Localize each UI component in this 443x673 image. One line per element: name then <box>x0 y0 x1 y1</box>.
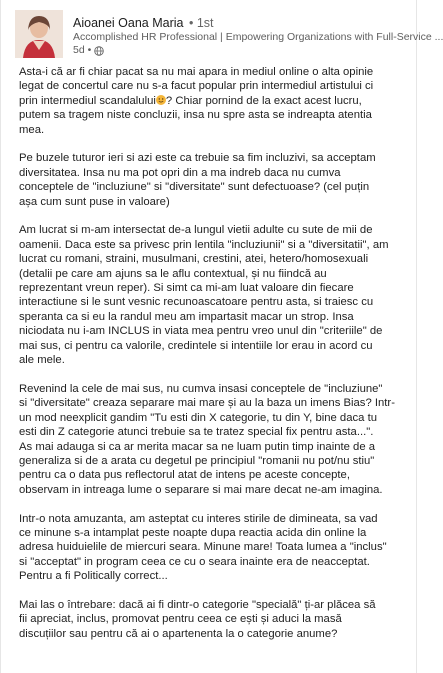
text-segment: ? Chiar pornind de la exact acest lucru, <box>165 94 362 107</box>
paragraph-2 <box>19 151 404 209</box>
text-line: fii apreciat, inclus, promovat pentru ceea ce ești și aduci la masă <box>19 613 342 626</box>
text-segment: prin intermediul scandalului <box>19 94 156 107</box>
text-line: generaliza si de a arata cu degetul pe principiul "romanii nu pot/nu stiu" <box>19 454 375 467</box>
text-line: Mai las o întrebare: dacă ai fi dintr-o categorie "specială" ți-ar plăcea să <box>19 598 376 611</box>
text-line: discuțiilor sau pentru că ai o apartenenta la o categorie anume? <box>19 627 338 640</box>
text-line: legat de concertul care nu s-a facut popular prin intermediul artistului ci <box>19 80 374 93</box>
text-line: așa cum sunt puse in valoare) <box>19 195 170 208</box>
text-line: mea. <box>19 123 45 136</box>
text-line: mai sus, ci pentru ca valorile, credintele si intentiile lor erau in acord cu <box>19 339 373 352</box>
post-body <box>19 65 404 656</box>
author-headline: Accomplished HR Professional | Empowering Organizations with Full-Service ... <box>73 31 443 43</box>
smiling-face-emoji-icon <box>156 95 166 105</box>
post-header <box>15 10 443 62</box>
text-line: As mai adauga si ca ar merita macar sa ne luam putin timp inainte de a <box>19 440 376 453</box>
text-line: Pentru a fi Politically correct... <box>19 570 168 583</box>
profile-photo-icon <box>15 10 63 58</box>
text-line: si "diversitate" creaza separare mai mare și au la baza un imens Bias? Intr- <box>19 397 395 410</box>
text-line: oamenii. Daca este sa privesc prin lentila "incluziunii" si a "diversitatii", am <box>19 238 389 251</box>
author-name-line <box>73 16 403 31</box>
text-line: niciodata nu i-am INCLUS in viata mea pentru vreo unul din "criteriile" de <box>19 325 383 338</box>
text-line: Revenind la cele de mai sus, nu cumva insasi conceptele de "incluziune" <box>19 382 383 395</box>
text-line: diversitatea. Insa nu ma pot opri din a ma indreb daca nu cumva <box>19 166 341 179</box>
connection-degree: • 1st <box>188 16 214 30</box>
text-line: esti din Z categorie atunci trebuie sa te tratez special fix pentru asta...". <box>19 426 374 439</box>
post-time: 5d • <box>73 44 92 56</box>
text-line: ce minune s-a intamplat peste noapte dupa reactia acida din online la <box>19 526 367 539</box>
paragraph-3 <box>19 223 404 367</box>
text-line: interactiune si le sunt vesnic recunoascatoare pentru asta, si traiesc cu <box>19 296 374 309</box>
text-line: pentru ca o data pus reflectorul atat de intens pe aceste concepte, <box>19 469 350 482</box>
post-meta <box>73 44 403 57</box>
text-line: Asta-i că ar fi chiar pacat sa nu mai apara in mediul online o alta opinie <box>19 66 374 78</box>
text-line: Intr-o nota amuzanta, am asteptat cu interes stirile de dimineata, sa vad <box>19 512 378 525</box>
text-line-with-emoji <box>19 94 404 108</box>
text-line: reprezentant vreun reper). Si simt ca mi-am luat valoare din fiecare <box>19 282 354 295</box>
text-line: si "acceptat" in program ceea ce cu o seara inainte era de neacceptat. <box>19 555 370 568</box>
text-line: adresa huiduielile de miercuri seara. Minune mare! Toata lumea a "inclus" <box>19 541 387 554</box>
paragraph-5 <box>19 512 404 584</box>
author-info <box>73 16 443 57</box>
text-line: un mod neexplicit gandim "Tu esti din X categorie, tu din Y, bine daca tu <box>19 411 377 424</box>
text-line: conceptele de "incluziune" si "diversitate" sunt defectuoase? (cel puțin <box>19 181 370 194</box>
author-name[interactable]: Aioanei Oana Maria <box>73 16 184 30</box>
text-line: observam in intreaga lume o separare si mai mare decat ne-am imagina. <box>19 483 383 496</box>
text-line: Pe buzele tuturor ieri si azi este ca trebuie sa fim incluzivi, sa acceptam <box>19 152 376 165</box>
text-line: (detalii pe care am ajuns sa le aflu contextual, și nu fiindcă au <box>19 267 327 280</box>
text-line: ale mele. <box>19 354 65 367</box>
paragraph-6 <box>19 598 404 641</box>
author-avatar[interactable] <box>15 10 63 58</box>
text-line: putem sa tragem niste concluzii, insa nu spre asta se indreapta atentia <box>19 109 372 122</box>
paragraph-4 <box>19 382 404 497</box>
globe-icon <box>94 46 104 56</box>
text-line: lucrat cu romani, straini, musulmani, crestini, atei, hetero/homosexuali <box>19 253 369 266</box>
text-line: Am lucrat si m-am intersectat de-a lungul vietii adulte cu sute de mii de <box>19 224 373 237</box>
text-line: speranta ca si eu la randul meu am impartasit macar un strop. Insa <box>19 310 354 323</box>
paragraph-1 <box>19 65 404 137</box>
